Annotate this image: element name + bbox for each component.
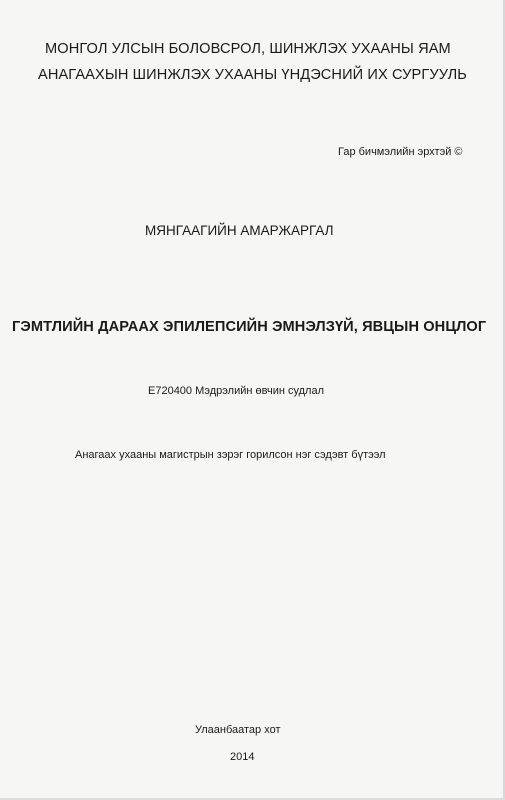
ministry-heading: МОНГОЛ УЛСЫН БОЛОВСРОЛ, ШИНЖЛЭХ УХААНЫ ЯАМ (45, 41, 451, 57)
year: 2014 (230, 751, 255, 763)
copyright-note: Гар бичмэлийн эрхтэй © (338, 146, 463, 158)
city: Улаанбаатар хот (195, 724, 281, 736)
thesis-title: ГЭМТЛИЙН ДАРААХ ЭПИЛЕПСИЙН ЭМНЭЛЗҮЙ, ЯВЦЫН ОНЦЛОГ (12, 319, 487, 335)
specialty-code: E720400 Мэдрэлийн өвчин судлал (148, 385, 324, 397)
degree-statement: Анагаах ухааны магистрын зэрэг горилсон нэг сэдэвт бүтээл (75, 449, 386, 461)
university-heading: АНАГААХЫН ШИНЖЛЭХ УХААНЫ ҮНДЭСНИЙ ИХ СУРГУУЛЬ (38, 67, 467, 83)
author-name: МЯНГААГИЙН АМАРЖАРГАЛ (145, 223, 334, 238)
